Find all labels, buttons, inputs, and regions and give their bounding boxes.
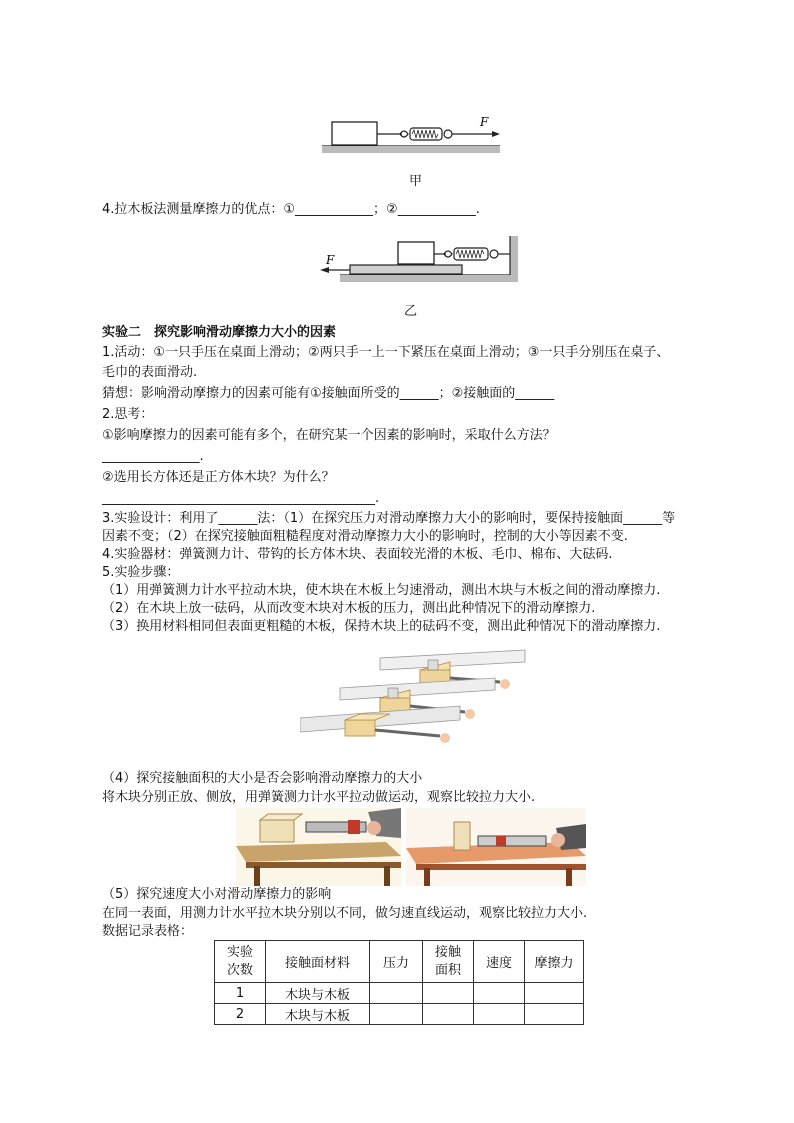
cell-empty <box>370 983 423 1004</box>
cell-trial: 2 <box>215 1004 266 1025</box>
step-5-desc: 在同一表面，用测力计水平拉木块分别以不同，做匀速直线运动，观察比较拉力大小. <box>102 906 588 921</box>
table-row <box>215 983 584 1004</box>
header-material: 接触面材料 <box>266 941 370 983</box>
wood-block <box>398 242 434 264</box>
cell-trial: 1 <box>215 983 266 1004</box>
steps-heading: 5.实验步骤： <box>102 565 180 580</box>
wood-block <box>332 122 377 145</box>
cell-empty <box>370 1004 423 1025</box>
cell-material: 木块与木板 <box>266 983 370 1004</box>
figure-jia <box>322 115 502 157</box>
think-question-1: ①影响摩擦力的因素可能有多个，在研究某一个因素的影响时，采取什么方法？ <box>102 428 556 443</box>
activity-line-2: 毛巾的表面滑动. <box>102 365 198 380</box>
header-area: 接触面积 <box>423 941 474 983</box>
cell-empty <box>423 983 474 1004</box>
step-5: （5）探究速度大小对滑动摩擦力的影响 <box>102 887 332 902</box>
cell-empty <box>474 1004 525 1025</box>
equipment-line: 4.实验器材：弹簧测力计、带钩的长方体木块、表面较光滑的木板、毛巾、棉布、大砝码. <box>102 547 613 562</box>
cell-empty <box>423 1004 474 1025</box>
step-3: （3）换用材料相同但表面更粗糙的木板，保持木块上的砝码不变，测出此种情况下的滑动摩擦力. <box>102 619 661 634</box>
step-4-desc: 将木块分别正放、侧放，用弹簧测力计水平拉动做运动，观察比较拉力大小. <box>102 790 536 805</box>
step-1: （1）用弹簧测力计水平拉动木块，使木块在木板上匀速滑动，测出木块与木板之间的滑动摩擦力. <box>102 583 661 598</box>
force-label: F <box>480 115 489 129</box>
think-question-2: ②选用长方体还是正方体木块？为什么？ <box>102 470 335 485</box>
cell-material: 木块与木板 <box>266 1004 370 1025</box>
step-2: （2）在木块上放一砝码，从而改变木块对木板的压力，测出此种情况下的滑动摩擦力. <box>102 601 596 616</box>
think-answer-2: __________________________________________. <box>102 491 380 506</box>
force-label: F <box>326 253 335 267</box>
table-row <box>215 1004 584 1025</box>
table-header-row <box>215 941 584 983</box>
design-line-1: 3.实验设计：利用了______法：（1）在探究压力对滑动摩擦力大小的影响时，要保持接触面______等 <box>102 511 676 526</box>
question-4: 4.拉木板法测量摩擦力的优点：①____________；②____________. <box>102 202 480 217</box>
caption-jia: 甲 <box>409 174 423 189</box>
wood-board <box>350 265 462 274</box>
data-table <box>214 940 584 1025</box>
step-4: （4）探究接触面积的大小是否会影响滑动摩擦力的大小 <box>102 771 423 786</box>
cell-empty <box>474 983 525 1004</box>
figure-photo-upright <box>236 808 401 886</box>
header-speed: 速度 <box>474 941 525 983</box>
header-friction: 摩擦力 <box>525 941 584 983</box>
figure-photo-side <box>406 808 586 886</box>
header-pressure: 压力 <box>370 941 423 983</box>
think-heading: 2.思考： <box>102 407 154 422</box>
think-answer-1: _______________. <box>102 449 204 464</box>
guess-line: 猜想：影响滑动摩擦力的因素可能有①接触面所受的______；②接触面的______ <box>102 386 555 401</box>
design-line-2: 因素不变；（2）在探究接触面粗糙程度对滑动摩擦力大小的影响时，控制的大小等因素不变. <box>102 529 628 544</box>
figure-yi <box>320 232 520 290</box>
figure-three-setups <box>300 648 530 763</box>
section-title: 实验二 探究影响滑动摩擦力大小的因素 <box>102 325 337 340</box>
header-trial: 实验次数 <box>215 941 266 983</box>
caption-yi: 乙 <box>404 304 418 319</box>
cell-empty <box>525 983 584 1004</box>
table-title: 数据记录表格： <box>102 924 194 939</box>
cell-empty <box>525 1004 584 1025</box>
activity-line-1: 1.活动：①一只手压在桌面上滑动；②两只手一上一下紧压在桌面上滑动；③一只手分别压在桌子、 <box>102 345 670 360</box>
